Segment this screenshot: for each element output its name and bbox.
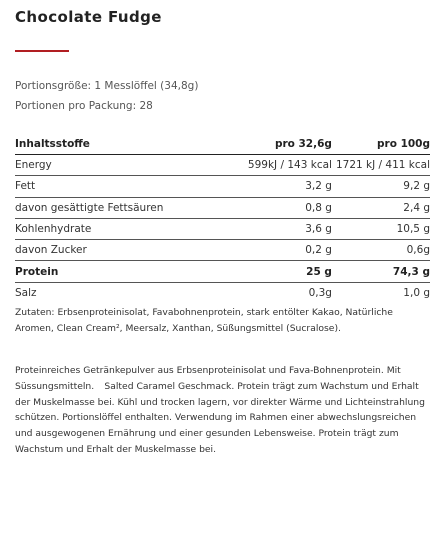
value-per-100g: 9,2 g	[332, 176, 430, 197]
table-row	[15, 261, 430, 282]
table-row	[15, 176, 430, 197]
portions-per-pack: Portionen pro Packung: 28	[15, 100, 153, 112]
product-title: Chocolate Fudge	[15, 8, 162, 26]
description-text: Proteinreiches Getränkepulver aus Erbsenproteinisolat und Fava-Bohnenprotein. Mit Süssungsmitteln. Salted Caramel Geschmack. Protein trägt zum Wachstum und Erhalt der Muskelmasse bei. Kühl und trocken lagern, vor direkter Wärme und Lichteinstrahlung schützen. Portionslöffel enthalten. Verwendung im Rahmen einer abwechslungsreichen und ausgewogenen Ernährung und einer gesunden Lebensweise. Protein trägt zum Wachstum und Erhalt der Muskelmasse bei.	[15, 365, 425, 455]
portion-size: Portionsgröße: 1 Messlöffel (34,8g)	[15, 80, 199, 92]
value-per-portion: 0,2 g	[181, 240, 332, 261]
table-row	[15, 197, 430, 218]
value-per-portion: 3,2 g	[181, 176, 332, 197]
value-per-100g: 2,4 g	[332, 197, 430, 218]
value-per-100g: 1721 kJ / 411 kcal	[332, 155, 430, 176]
table-row	[15, 218, 430, 239]
value-per-100g: 1,0 g	[403, 286, 430, 299]
table-header-row	[15, 133, 430, 155]
value-per-100g: 10,5 g	[332, 218, 430, 239]
table-row	[15, 155, 430, 176]
value-per-portion: 0,8 g	[181, 197, 332, 218]
table-row	[15, 240, 430, 261]
header-ingredients: Inhaltsstoffe	[15, 133, 181, 155]
nutrition-table	[15, 133, 430, 303]
nutrient-name: Fett	[15, 176, 181, 197]
header-per-100g: pro 100g	[332, 133, 430, 155]
value-per-100g: 74,3 g	[332, 261, 430, 282]
ingredients-text: Zutaten: Erbsenproteinisolat, Favabohnenprotein, stark entölter Kakao, Natürliche Aromen, Clean Cream², Meersalz, Xanthan, Süßungsmittel (Sucralose).	[15, 307, 393, 334]
value-per-portion: 25 g	[181, 261, 332, 282]
nutrient-name: davon Zucker	[15, 240, 181, 261]
nutrient-name: Energy	[15, 155, 181, 176]
value-per-100g: 0,6g	[332, 240, 430, 261]
nutrient-name: Kohlenhydrate	[15, 218, 181, 239]
nutrient-name: davon gesättigte Fettsäuren	[15, 197, 181, 218]
title-accent-line	[15, 50, 69, 52]
value-per-portion: 599kJ / 143 kcal	[181, 155, 332, 176]
value-per-portion: 3,6 g	[181, 218, 332, 239]
header-per-portion: pro 32,6g	[181, 133, 332, 155]
table-row	[15, 282, 430, 303]
nutrient-name: Salz	[15, 286, 37, 299]
nutrient-name: Protein	[15, 261, 181, 282]
value-per-portion: 0,3g	[308, 286, 332, 299]
